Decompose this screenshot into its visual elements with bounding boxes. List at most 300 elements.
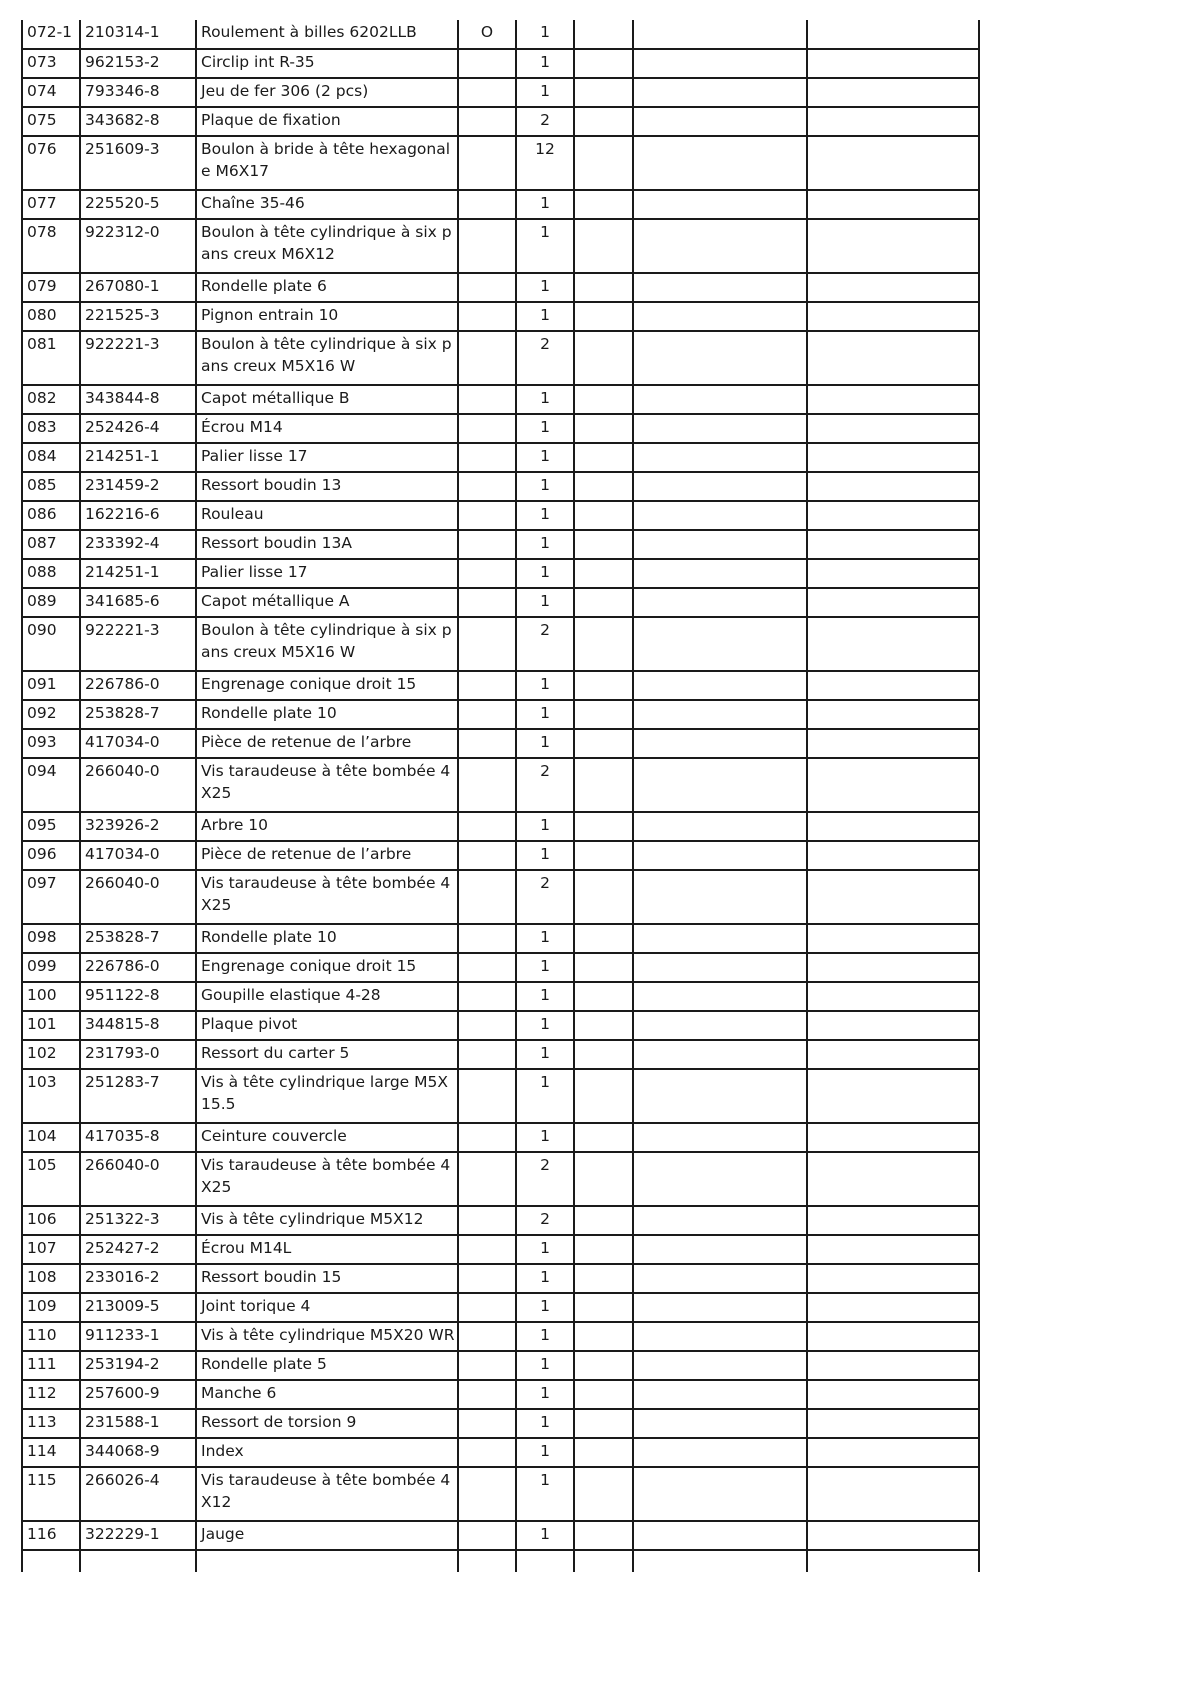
blank-cell [633, 1467, 807, 1521]
description-cell: Circlip int R-35 [196, 49, 458, 78]
blank-cell [807, 1264, 979, 1293]
reference-cell: 922221-3 [80, 331, 196, 385]
quantity-cell: 1 [516, 1069, 574, 1123]
part-number-cell: 075 [22, 107, 80, 136]
quantity-cell: 1 [516, 414, 574, 443]
description-cell: Plaque de fixation [196, 107, 458, 136]
mark-cell [458, 501, 516, 530]
blank-cell [574, 1550, 633, 1572]
blank-cell [807, 302, 979, 331]
table-row [22, 1069, 979, 1123]
table-row [22, 385, 979, 414]
reference-cell: 233016-2 [80, 1264, 196, 1293]
reference-cell: 266040-0 [80, 758, 196, 812]
description-cell: Vis à tête cylindrique M5X20 WR [196, 1322, 458, 1351]
description-cell: Engrenage conique droit 15 [196, 953, 458, 982]
mark-cell [458, 190, 516, 219]
reference-cell: 266040-0 [80, 870, 196, 924]
reference-cell: 253828-7 [80, 924, 196, 953]
table-row [22, 953, 979, 982]
description-cell: Boulon à tête cylindrique à six pans creux M5X16 W [196, 331, 458, 385]
blank-cell [574, 1264, 633, 1293]
blank-cell [807, 1467, 979, 1521]
mark-cell [458, 107, 516, 136]
blank-cell [574, 617, 633, 671]
part-number-cell: 101 [22, 1011, 80, 1040]
reference-cell: 266040-0 [80, 1152, 196, 1206]
description-cell: Capot métallique B [196, 385, 458, 414]
mark-cell [458, 136, 516, 190]
blank-cell [633, 107, 807, 136]
blank-cell [633, 443, 807, 472]
quantity-cell: 1 [516, 530, 574, 559]
part-number-cell: 092 [22, 700, 80, 729]
mark-cell [458, 1380, 516, 1409]
part-number-cell: 106 [22, 1206, 80, 1235]
blank-cell [574, 1409, 633, 1438]
description-cell: Joint torique 4 [196, 1293, 458, 1322]
part-number-cell: 103 [22, 1069, 80, 1123]
blank-cell [574, 812, 633, 841]
blank-cell [807, 1438, 979, 1467]
part-number-cell: 079 [22, 273, 80, 302]
quantity-cell: 2 [516, 1152, 574, 1206]
description-cell: Roulement à billes 6202LLB [196, 20, 458, 49]
mark-cell [458, 559, 516, 588]
blank-cell [633, 1521, 807, 1550]
mark-cell [458, 982, 516, 1011]
mark-cell [458, 443, 516, 472]
reference-cell: 344068-9 [80, 1438, 196, 1467]
mark-cell [458, 924, 516, 953]
quantity-cell: 1 [516, 472, 574, 501]
description-cell: Vis taraudeuse à tête bombée 4X12 [196, 1467, 458, 1521]
table-row [22, 501, 979, 530]
blank-cell [633, 1351, 807, 1380]
quantity-cell: 1 [516, 1293, 574, 1322]
mark-cell [458, 219, 516, 273]
blank-cell [633, 1235, 807, 1264]
blank-cell [574, 136, 633, 190]
blank-cell [807, 559, 979, 588]
reference-cell: 252427-2 [80, 1235, 196, 1264]
mark-cell [458, 385, 516, 414]
parts-table [21, 20, 980, 1572]
description-cell: Manche 6 [196, 1380, 458, 1409]
part-number-cell: 076 [22, 136, 80, 190]
blank-cell [633, 953, 807, 982]
table-row [22, 617, 979, 671]
table-row [22, 700, 979, 729]
blank-cell [807, 1322, 979, 1351]
description-cell: Ressort boudin 15 [196, 1264, 458, 1293]
table-row [22, 331, 979, 385]
blank-cell [574, 331, 633, 385]
reference-cell: 231588-1 [80, 1409, 196, 1438]
blank-cell [807, 49, 979, 78]
quantity-cell: 1 [516, 49, 574, 78]
description-cell: Rondelle plate 10 [196, 924, 458, 953]
blank-cell [807, 1040, 979, 1069]
reference-cell: 417034-0 [80, 729, 196, 758]
description-cell: Jeu de fer 306 (2 pcs) [196, 78, 458, 107]
blank-cell [807, 1235, 979, 1264]
blank-cell [807, 1206, 979, 1235]
blank-cell [633, 20, 807, 49]
mark-cell [458, 1438, 516, 1467]
quantity-cell: 1 [516, 1438, 574, 1467]
reference-cell: 323926-2 [80, 812, 196, 841]
table-row [22, 443, 979, 472]
part-number-cell: 113 [22, 1409, 80, 1438]
blank-cell [574, 1123, 633, 1152]
table-row-continuation [22, 1550, 979, 1572]
reference-cell: 344815-8 [80, 1011, 196, 1040]
blank-cell [807, 1380, 979, 1409]
part-number-cell: 088 [22, 559, 80, 588]
part-number-cell: 108 [22, 1264, 80, 1293]
mark-cell [458, 1235, 516, 1264]
mark-cell [458, 302, 516, 331]
table-row [22, 924, 979, 953]
quantity-cell: 12 [516, 136, 574, 190]
quantity-cell: 1 [516, 700, 574, 729]
reference-cell: 911233-1 [80, 1322, 196, 1351]
table-row [22, 1206, 979, 1235]
blank-cell [807, 219, 979, 273]
mark-cell [458, 1069, 516, 1123]
blank-cell [807, 530, 979, 559]
blank-cell [633, 870, 807, 924]
reference-cell: 322229-1 [80, 1521, 196, 1550]
part-number-cell: 098 [22, 924, 80, 953]
blank-cell [574, 588, 633, 617]
blank-cell [633, 1409, 807, 1438]
blank-cell [574, 1351, 633, 1380]
quantity-cell: 1 [516, 1322, 574, 1351]
part-number-cell: 072-1 [22, 20, 80, 49]
part-number-cell: 112 [22, 1380, 80, 1409]
blank-cell [807, 1550, 979, 1572]
blank-cell [574, 302, 633, 331]
part-number-cell: 080 [22, 302, 80, 331]
blank-cell [574, 190, 633, 219]
blank-cell [633, 617, 807, 671]
blank-cell [458, 1550, 516, 1572]
mark-cell [458, 1351, 516, 1380]
description-cell: Vis taraudeuse à tête bombée 4X25 [196, 1152, 458, 1206]
reference-cell: 962153-2 [80, 49, 196, 78]
blank-cell [574, 78, 633, 107]
blank-cell [807, 588, 979, 617]
blank-cell [633, 1322, 807, 1351]
mark-cell [458, 1011, 516, 1040]
quantity-cell: 1 [516, 1409, 574, 1438]
part-number-cell: 099 [22, 953, 80, 982]
mark-cell [458, 758, 516, 812]
mark-cell [458, 617, 516, 671]
part-number-cell: 089 [22, 588, 80, 617]
mark-cell [458, 273, 516, 302]
reference-cell: 214251-1 [80, 443, 196, 472]
blank-cell [807, 1123, 979, 1152]
reference-cell: 251609-3 [80, 136, 196, 190]
blank-cell [633, 530, 807, 559]
blank-cell [807, 700, 979, 729]
table-row [22, 302, 979, 331]
blank-cell [574, 530, 633, 559]
blank-cell [807, 501, 979, 530]
reference-cell: 922221-3 [80, 617, 196, 671]
description-cell: Rondelle plate 6 [196, 273, 458, 302]
part-number-cell: 111 [22, 1351, 80, 1380]
reference-cell: 162216-6 [80, 501, 196, 530]
blank-cell [574, 1152, 633, 1206]
reference-cell: 210314-1 [80, 20, 196, 49]
description-cell: Pièce de retenue de l’arbre [196, 729, 458, 758]
blank-cell [807, 729, 979, 758]
blank-cell [633, 385, 807, 414]
table-row [22, 1380, 979, 1409]
quantity-cell: 1 [516, 559, 574, 588]
reference-cell: 343844-8 [80, 385, 196, 414]
blank-cell [807, 443, 979, 472]
quantity-cell: 1 [516, 1467, 574, 1521]
blank-cell [633, 414, 807, 443]
mark-cell [458, 414, 516, 443]
blank-cell [807, 841, 979, 870]
blank-cell [22, 1550, 80, 1572]
blank-cell [807, 870, 979, 924]
blank-cell [574, 414, 633, 443]
blank-cell [574, 20, 633, 49]
table-row [22, 414, 979, 443]
mark-cell: O [458, 20, 516, 49]
blank-cell [516, 1550, 574, 1572]
part-number-cell: 114 [22, 1438, 80, 1467]
part-number-cell: 115 [22, 1467, 80, 1521]
mark-cell [458, 1264, 516, 1293]
part-number-cell: 087 [22, 530, 80, 559]
description-cell: Palier lisse 17 [196, 559, 458, 588]
quantity-cell: 1 [516, 78, 574, 107]
reference-cell: 417034-0 [80, 841, 196, 870]
table-row [22, 1235, 979, 1264]
description-cell: Ressort du carter 5 [196, 1040, 458, 1069]
reference-cell: 951122-8 [80, 982, 196, 1011]
table-row [22, 1152, 979, 1206]
reference-cell: 226786-0 [80, 671, 196, 700]
blank-cell [574, 443, 633, 472]
table-row [22, 1264, 979, 1293]
blank-cell [633, 1206, 807, 1235]
description-cell: Palier lisse 17 [196, 443, 458, 472]
blank-cell [633, 302, 807, 331]
table-row [22, 20, 979, 49]
blank-cell [633, 1438, 807, 1467]
mark-cell [458, 1521, 516, 1550]
table-row [22, 982, 979, 1011]
table-row [22, 729, 979, 758]
blank-cell [574, 559, 633, 588]
blank-cell [574, 385, 633, 414]
part-number-cell: 082 [22, 385, 80, 414]
blank-cell [574, 841, 633, 870]
table-row [22, 1409, 979, 1438]
quantity-cell: 1 [516, 982, 574, 1011]
table-row [22, 1521, 979, 1550]
part-number-cell: 074 [22, 78, 80, 107]
table-row [22, 812, 979, 841]
table-row [22, 870, 979, 924]
blank-cell [807, 273, 979, 302]
blank-cell [633, 671, 807, 700]
reference-cell: 231793-0 [80, 1040, 196, 1069]
quantity-cell: 1 [516, 1123, 574, 1152]
description-cell: Boulon à tête cylindrique à six pans creux M5X16 W [196, 617, 458, 671]
quantity-cell: 1 [516, 729, 574, 758]
description-cell: Vis taraudeuse à tête bombée 4X25 [196, 870, 458, 924]
blank-cell [807, 953, 979, 982]
quantity-cell: 1 [516, 841, 574, 870]
blank-cell [574, 870, 633, 924]
description-cell: Engrenage conique droit 15 [196, 671, 458, 700]
blank-cell [633, 982, 807, 1011]
description-cell: Index [196, 1438, 458, 1467]
description-cell: Arbre 10 [196, 812, 458, 841]
mark-cell [458, 870, 516, 924]
table-row [22, 49, 979, 78]
quantity-cell: 2 [516, 870, 574, 924]
blank-cell [807, 1011, 979, 1040]
part-number-cell: 083 [22, 414, 80, 443]
blank-cell [574, 953, 633, 982]
quantity-cell: 1 [516, 302, 574, 331]
mark-cell [458, 1040, 516, 1069]
mark-cell [458, 841, 516, 870]
part-number-cell: 096 [22, 841, 80, 870]
mark-cell [458, 953, 516, 982]
mark-cell [458, 49, 516, 78]
mark-cell [458, 1467, 516, 1521]
reference-cell: 341685-6 [80, 588, 196, 617]
blank-cell [807, 190, 979, 219]
blank-cell [633, 190, 807, 219]
blank-cell [574, 472, 633, 501]
parts-table-body [22, 20, 979, 1572]
quantity-cell: 1 [516, 1380, 574, 1409]
description-cell: Capot métallique A [196, 588, 458, 617]
blank-cell [574, 924, 633, 953]
part-number-cell: 107 [22, 1235, 80, 1264]
part-number-cell: 105 [22, 1152, 80, 1206]
quantity-cell: 1 [516, 924, 574, 953]
blank-cell [633, 588, 807, 617]
table-row [22, 78, 979, 107]
quantity-cell: 1 [516, 219, 574, 273]
quantity-cell: 1 [516, 20, 574, 49]
description-cell: Vis à tête cylindrique large M5X15.5 [196, 1069, 458, 1123]
blank-cell [633, 758, 807, 812]
part-number-cell: 077 [22, 190, 80, 219]
blank-cell [633, 1011, 807, 1040]
blank-cell [807, 924, 979, 953]
blank-cell [574, 671, 633, 700]
blank-cell [807, 472, 979, 501]
blank-cell [807, 1152, 979, 1206]
blank-cell [633, 472, 807, 501]
blank-cell [633, 1152, 807, 1206]
mark-cell [458, 812, 516, 841]
mark-cell [458, 588, 516, 617]
reference-cell: 251322-3 [80, 1206, 196, 1235]
reference-cell: 267080-1 [80, 273, 196, 302]
reference-cell: 231459-2 [80, 472, 196, 501]
blank-cell [574, 273, 633, 302]
part-number-cell: 078 [22, 219, 80, 273]
mark-cell [458, 729, 516, 758]
blank-cell [574, 107, 633, 136]
blank-cell [807, 671, 979, 700]
blank-cell [633, 273, 807, 302]
table-row [22, 1322, 979, 1351]
table-row [22, 472, 979, 501]
blank-cell [574, 1521, 633, 1550]
quantity-cell: 1 [516, 273, 574, 302]
blank-cell [633, 841, 807, 870]
quantity-cell: 1 [516, 812, 574, 841]
blank-cell [807, 812, 979, 841]
blank-cell [807, 331, 979, 385]
blank-cell [807, 1069, 979, 1123]
reference-cell: 922312-0 [80, 219, 196, 273]
part-number-cell: 095 [22, 812, 80, 841]
table-row [22, 530, 979, 559]
reference-cell: 226786-0 [80, 953, 196, 982]
description-cell: Pignon entrain 10 [196, 302, 458, 331]
description-cell: Écrou M14 [196, 414, 458, 443]
blank-cell [574, 1069, 633, 1123]
part-number-cell: 085 [22, 472, 80, 501]
blank-cell [807, 78, 979, 107]
mark-cell [458, 472, 516, 501]
table-row [22, 190, 979, 219]
description-cell: Boulon à bride à tête hexagonale M6X17 [196, 136, 458, 190]
description-cell: Jauge [196, 1521, 458, 1550]
blank-cell [196, 1550, 458, 1572]
mark-cell [458, 530, 516, 559]
description-cell: Vis taraudeuse à tête bombée 4X25 [196, 758, 458, 812]
reference-cell: 233392-4 [80, 530, 196, 559]
blank-cell [633, 501, 807, 530]
quantity-cell: 1 [516, 1351, 574, 1380]
blank-cell [574, 1206, 633, 1235]
quantity-cell: 1 [516, 1264, 574, 1293]
part-number-cell: 084 [22, 443, 80, 472]
table-row [22, 107, 979, 136]
blank-cell [574, 1011, 633, 1040]
quantity-cell: 2 [516, 331, 574, 385]
quantity-cell: 1 [516, 443, 574, 472]
blank-cell [633, 812, 807, 841]
mark-cell [458, 1206, 516, 1235]
table-row [22, 1011, 979, 1040]
reference-cell: 214251-1 [80, 559, 196, 588]
mark-cell [458, 1293, 516, 1322]
table-row [22, 1293, 979, 1322]
description-cell: Rouleau [196, 501, 458, 530]
blank-cell [633, 1550, 807, 1572]
